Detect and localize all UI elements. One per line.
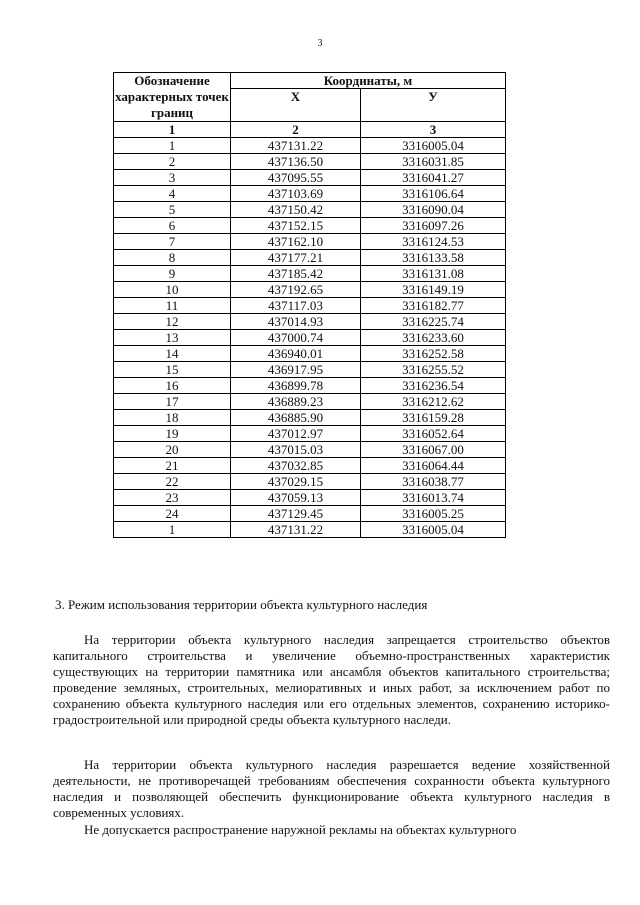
point-cell: 8	[114, 250, 231, 266]
col-number-3: 3	[361, 122, 506, 138]
coordinates-table	[113, 72, 506, 538]
x-cell: 437150.42	[231, 202, 361, 218]
paragraph-prohibitions: На территории объекта культурного наследия запрещается строительство объектов капитального строительства и увеличение объемно-пространственных характеристик существующих на территории памятника или ансамбля объектов капитального строительства; проведение земляных, строительных, мелиоративных и иных работ, за исключением работ по сохранению объекта культурного наследия или его отдельных элементов, сохранению историко-градостроительной или природной среды объекта культурного наследи.	[53, 632, 610, 727]
x-cell: 437131.22	[231, 138, 361, 154]
table-row	[114, 218, 506, 234]
x-cell: 437012.97	[231, 426, 361, 442]
y-cell: 3316038.77	[361, 474, 506, 490]
table-row	[114, 426, 506, 442]
y-cell: 3316255.52	[361, 362, 506, 378]
point-cell: 19	[114, 426, 231, 442]
x-cell: 437059.13	[231, 490, 361, 506]
y-cell: 3316182.77	[361, 298, 506, 314]
x-cell: 436885.90	[231, 410, 361, 426]
page-number: 3	[317, 38, 323, 49]
point-cell: 1	[114, 522, 231, 538]
y-cell: 3316013.74	[361, 490, 506, 506]
y-cell: 3316097.26	[361, 218, 506, 234]
y-cell: 3316067.00	[361, 442, 506, 458]
coordinates-table-body	[114, 138, 506, 538]
table-row	[114, 298, 506, 314]
col-number-1: 1	[114, 122, 231, 138]
point-cell: 13	[114, 330, 231, 346]
y-cell: 3316005.04	[361, 522, 506, 538]
y-cell: 3316005.04	[361, 138, 506, 154]
x-cell: 437103.69	[231, 186, 361, 202]
x-cell: 436889.23	[231, 394, 361, 410]
table-row	[114, 314, 506, 330]
point-cell: 16	[114, 378, 231, 394]
table-row	[114, 378, 506, 394]
y-cell: 3316225.74	[361, 314, 506, 330]
point-cell: 2	[114, 154, 231, 170]
y-cell: 3316041.27	[361, 170, 506, 186]
table-row	[114, 474, 506, 490]
header-y: У	[361, 89, 506, 122]
header-x: X	[231, 89, 361, 122]
table-row	[114, 250, 506, 266]
table-row	[114, 442, 506, 458]
y-cell: 3316064.44	[361, 458, 506, 474]
x-cell: 437000.74	[231, 330, 361, 346]
x-cell: 436899.78	[231, 378, 361, 394]
x-cell: 436917.95	[231, 362, 361, 378]
x-cell: 437131.22	[231, 522, 361, 538]
table-row	[114, 138, 506, 154]
table-row	[114, 362, 506, 378]
point-cell: 4	[114, 186, 231, 202]
table-row	[114, 506, 506, 522]
point-cell: 1	[114, 138, 231, 154]
point-cell: 11	[114, 298, 231, 314]
table-row	[114, 330, 506, 346]
point-cell: 10	[114, 282, 231, 298]
point-cell: 23	[114, 490, 231, 506]
x-cell: 437177.21	[231, 250, 361, 266]
x-cell: 437129.45	[231, 506, 361, 522]
point-cell: 24	[114, 506, 231, 522]
table-row	[114, 266, 506, 282]
y-cell: 3316131.08	[361, 266, 506, 282]
y-cell: 3316159.28	[361, 410, 506, 426]
table-row	[114, 202, 506, 218]
point-cell: 14	[114, 346, 231, 362]
table-row	[114, 394, 506, 410]
point-cell: 20	[114, 442, 231, 458]
y-cell: 3316031.85	[361, 154, 506, 170]
point-cell: 6	[114, 218, 231, 234]
section-heading: 3. Режим использования территории объекта культурного наследия	[55, 597, 428, 612]
table-row	[114, 186, 506, 202]
table-row	[114, 170, 506, 186]
table-row	[114, 282, 506, 298]
y-cell: 3316106.64	[361, 186, 506, 202]
x-cell: 437136.50	[231, 154, 361, 170]
y-cell: 3316149.19	[361, 282, 506, 298]
point-cell: 9	[114, 266, 231, 282]
x-cell: 437015.03	[231, 442, 361, 458]
point-cell: 17	[114, 394, 231, 410]
table-row	[114, 490, 506, 506]
x-cell: 437185.42	[231, 266, 361, 282]
table-row	[114, 522, 506, 538]
table-row	[114, 346, 506, 362]
y-cell: 3316252.58	[361, 346, 506, 362]
point-cell: 12	[114, 314, 231, 330]
y-cell: 3316233.60	[361, 330, 506, 346]
point-cell: 5	[114, 202, 231, 218]
x-cell: 437029.15	[231, 474, 361, 490]
point-cell: 7	[114, 234, 231, 250]
paragraph-permissions: На территории объекта культурного наследия разрешается ведение хозяйственной деятельности, не противоречащей требованиям обеспечения сохранности объекта культурного наследия и позволяющей обеспечить функционирование объекта культурного наследия в современных условиях.	[53, 757, 610, 820]
x-cell: 436940.01	[231, 346, 361, 362]
point-cell: 3	[114, 170, 231, 186]
table-row	[114, 458, 506, 474]
point-cell: 15	[114, 362, 231, 378]
y-cell: 3316090.04	[361, 202, 506, 218]
x-cell: 437095.55	[231, 170, 361, 186]
header-coordinates: Координаты, м	[231, 73, 506, 89]
x-cell: 437152.15	[231, 218, 361, 234]
point-cell: 18	[114, 410, 231, 426]
y-cell: 3316052.64	[361, 426, 506, 442]
y-cell: 3316124.53	[361, 234, 506, 250]
point-cell: 21	[114, 458, 231, 474]
point-cell: 22	[114, 474, 231, 490]
x-cell: 437192.65	[231, 282, 361, 298]
table-row	[114, 234, 506, 250]
x-cell: 437117.03	[231, 298, 361, 314]
header-point-designation: Обозначение характерных точек границ	[115, 73, 229, 120]
table-row	[114, 410, 506, 426]
x-cell: 437032.85	[231, 458, 361, 474]
y-cell: 3316005.25	[361, 506, 506, 522]
y-cell: 3316236.54	[361, 378, 506, 394]
y-cell: 3316212.62	[361, 394, 506, 410]
paragraph-advertising: Не допускается распространение наружной рекламы на объектах культурного	[84, 822, 517, 837]
x-cell: 437014.93	[231, 314, 361, 330]
x-cell: 437162.10	[231, 234, 361, 250]
y-cell: 3316133.58	[361, 250, 506, 266]
table-row	[114, 154, 506, 170]
col-number-2: 2	[231, 122, 361, 138]
